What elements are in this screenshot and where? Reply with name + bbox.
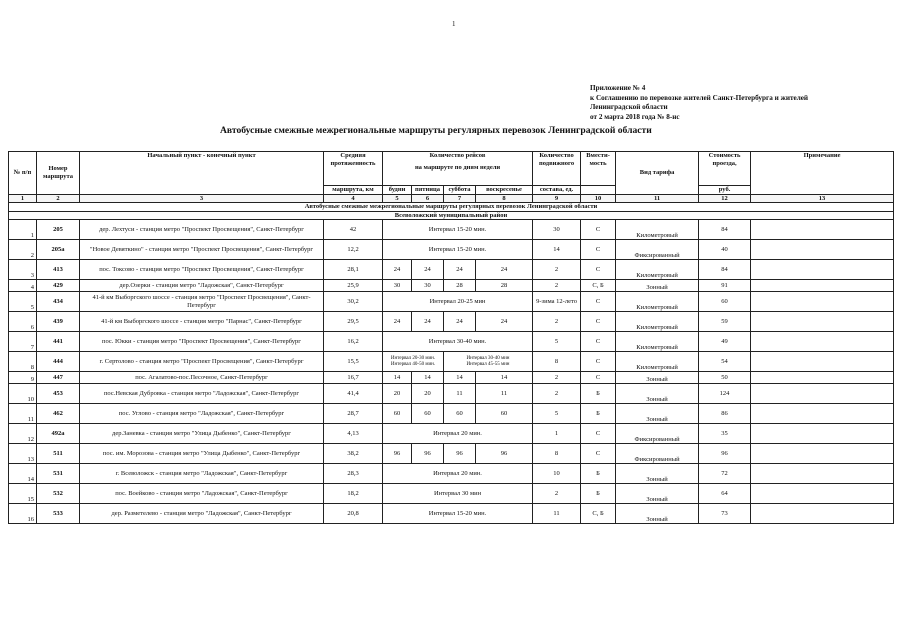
capacity-class: Б xyxy=(581,464,616,484)
region-row xyxy=(9,211,894,220)
vehicle-count: 2 xyxy=(533,280,581,292)
route-code: 532 xyxy=(37,484,80,504)
tariff-type: Зонный xyxy=(616,372,699,384)
trips-friday: 60 xyxy=(412,404,444,424)
trips-sunday: 60 xyxy=(476,404,533,424)
route-length: 18,2 xyxy=(324,484,383,504)
trips-saturday: 14 xyxy=(444,372,476,384)
route-endpoints: 41-й км Выборгского шоссе - станция метро "Проспект Просвещения", Санкт-Петербург xyxy=(80,292,324,312)
col-number: 2 xyxy=(37,194,80,203)
fare-price: 60 xyxy=(699,292,751,312)
page-number: 1 xyxy=(452,20,456,28)
trips-sunday: 14 xyxy=(476,372,533,384)
capacity-class: С xyxy=(581,332,616,352)
route-endpoints: дер.Заневка - станция метро "Улица Дыбенко", Санкт-Петербург xyxy=(80,424,324,444)
fare-price: 72 xyxy=(699,464,751,484)
route-code: 447 xyxy=(37,372,80,384)
row-number: 16 xyxy=(9,504,37,524)
route-endpoints: пос. Углово - станция метро "Ладожская", Санкт-Петербург xyxy=(80,404,324,424)
row-number: 9 xyxy=(9,372,37,384)
route-length: 28,7 xyxy=(324,404,383,424)
trips-weekday: 24 xyxy=(383,260,412,280)
route-endpoints: пос. Токсово - станция метро "Проспект Просвещения", Санкт-Петербург xyxy=(80,260,324,280)
route-endpoints: пос. Воейково - станция метро "Ладожская", Санкт-Петербург xyxy=(80,484,324,504)
fare-price: 73 xyxy=(699,504,751,524)
table-row xyxy=(9,292,894,312)
route-endpoints: г. Сертолово - станция метро "Проспект Просвещения", Санкт-Петербург xyxy=(80,352,324,372)
row-number: 10 xyxy=(9,384,37,404)
route-length: 38,2 xyxy=(324,444,383,464)
row-number: 15 xyxy=(9,484,37,504)
header-trips-top: Количество рейсов xyxy=(429,152,486,159)
row-number: 12 xyxy=(9,424,37,444)
header-length-unit: маршрута, км xyxy=(324,186,383,195)
table-row xyxy=(9,352,894,372)
capacity-class: С xyxy=(581,372,616,384)
route-length: 4,13 xyxy=(324,424,383,444)
trips-friday: 24 xyxy=(412,312,444,332)
trip-interval: Интервал 30-40 мин. xyxy=(383,332,533,352)
route-endpoints: пос. им. Морозова - станция метро "Улица Дыбенко", Санкт-Петербург xyxy=(80,444,324,464)
note-cell xyxy=(751,424,894,444)
trips-weekday: 96 xyxy=(383,444,412,464)
tariff-type: Километровый xyxy=(616,260,699,280)
table-row xyxy=(9,484,894,504)
row-number: 14 xyxy=(9,464,37,484)
route-length: 28,3 xyxy=(324,464,383,484)
trip-interval: Интервал 20 мин. xyxy=(383,464,533,484)
col-number: 7 xyxy=(444,194,476,203)
tariff-type: Зонный xyxy=(616,504,699,524)
capacity-class: С, Б xyxy=(581,504,616,524)
note-cell xyxy=(751,384,894,404)
trips-friday: 14 xyxy=(412,372,444,384)
trips-friday: 20 xyxy=(412,384,444,404)
fare-price: 59 xyxy=(699,312,751,332)
note-cell xyxy=(751,444,894,464)
route-code: 444 xyxy=(37,352,80,372)
route-length: 15,5 xyxy=(324,352,383,372)
route-code: 441 xyxy=(37,332,80,352)
tariff-type: Зонный xyxy=(616,484,699,504)
col-number: 11 xyxy=(616,194,699,203)
trips-sunday: 28 xyxy=(476,280,533,292)
trips-weekday: 30 xyxy=(383,280,412,292)
column-number-row xyxy=(9,194,894,203)
annex-line-3: Ленинградской области xyxy=(590,103,668,111)
trip-interval-line: Интервал 30-40 мин xyxy=(466,355,510,361)
table-row xyxy=(9,332,894,352)
vehicle-count: 10 xyxy=(533,464,581,484)
vehicle-count: 5 xyxy=(533,332,581,352)
trip-interval-weekend xyxy=(444,352,533,372)
header-friday: пятница xyxy=(412,186,444,195)
col-number: 12 xyxy=(699,194,751,203)
note-cell xyxy=(751,372,894,384)
table-row xyxy=(9,260,894,280)
header-note: Примечание xyxy=(751,152,894,195)
route-code: 434 xyxy=(37,292,80,312)
route-endpoints: пос.Невская Дубровка - станция метро "Ладожская", Санкт-Петербург xyxy=(80,384,324,404)
route-endpoints: 41-й км Выборгского шоссе - станция метро "Парнас", Санкт-Петербург xyxy=(80,312,324,332)
col-number: 8 xyxy=(476,194,533,203)
row-number: 1 xyxy=(9,220,37,240)
vehicle-count: 2 xyxy=(533,384,581,404)
col-number: 13 xyxy=(751,194,894,203)
header-tariff: Вид тарифа xyxy=(616,152,699,195)
vehicle-count: 2 xyxy=(533,484,581,504)
header-price-top: Стоимость проезда, xyxy=(708,152,741,167)
trips-sunday: 24 xyxy=(476,312,533,332)
row-number: 11 xyxy=(9,404,37,424)
route-code: 492а xyxy=(37,424,80,444)
route-length: 25,9 xyxy=(324,280,383,292)
tariff-type: Зонный xyxy=(616,404,699,424)
tariff-type: Фиксированный xyxy=(616,444,699,464)
note-cell xyxy=(751,404,894,424)
note-cell xyxy=(751,260,894,280)
trips-weekday: 24 xyxy=(383,312,412,332)
vehicle-count: 2 xyxy=(533,372,581,384)
note-cell xyxy=(751,504,894,524)
route-code: 413 xyxy=(37,260,80,280)
route-endpoints: пос. Агалатово-пос.Песочное, Санкт-Петербург xyxy=(80,372,324,384)
col-number: 3 xyxy=(80,194,324,203)
trip-interval: Интервал 30 мин xyxy=(383,484,533,504)
trips-friday: 30 xyxy=(412,280,444,292)
route-endpoints: дер. Лехтуси - станция метро "Проспект Просвещения", Санкт-Петербург xyxy=(80,220,324,240)
region-name: Всеволожский муниципальный район xyxy=(9,211,894,220)
col-number: 5 xyxy=(383,194,412,203)
capacity-class: С xyxy=(581,292,616,312)
trips-friday: 96 xyxy=(412,444,444,464)
row-number: 4 xyxy=(9,280,37,292)
vehicle-count: 1 xyxy=(533,424,581,444)
route-code: 439 xyxy=(37,312,80,332)
vehicle-count: 5 xyxy=(533,404,581,424)
note-cell xyxy=(751,220,894,240)
fare-price: 64 xyxy=(699,484,751,504)
tariff-type: Зонный xyxy=(616,384,699,404)
tariff-type: Зонный xyxy=(616,464,699,484)
fare-price: 91 xyxy=(699,280,751,292)
trips-saturday: 24 xyxy=(444,260,476,280)
tariff-type: Километровый xyxy=(616,332,699,352)
trips-weekday: 60 xyxy=(383,404,412,424)
annex-line-2: к Соглашению по перевозке жителей Санкт-Петербурга и жителей xyxy=(590,93,809,102)
tariff-type: Зонный xyxy=(616,280,699,292)
route-endpoints: пос. Юкки - станция метро "Проспект Просвещения", Санкт-Петербург xyxy=(80,332,324,352)
note-cell xyxy=(751,464,894,484)
route-endpoints: дер. Разметелево - станция метро "Ладожская", Санкт-Петербург xyxy=(80,504,324,524)
row-number: 13 xyxy=(9,444,37,464)
route-length: 12,2 xyxy=(324,240,383,260)
header-length-top: Средняя протяженность xyxy=(330,152,376,167)
tariff-type: Фиксированный xyxy=(616,424,699,444)
route-code: 205 xyxy=(37,220,80,240)
row-number: 3 xyxy=(9,260,37,280)
fare-price: 96 xyxy=(699,444,751,464)
trips-saturday: 28 xyxy=(444,280,476,292)
trips-saturday: 11 xyxy=(444,384,476,404)
table-row xyxy=(9,372,894,384)
header-units-top: Количество подвижного xyxy=(538,152,575,167)
route-code: 533 xyxy=(37,504,80,524)
trip-interval: Интервал 20 мин. xyxy=(383,424,533,444)
capacity-class: С xyxy=(581,240,616,260)
capacity-class: С xyxy=(581,220,616,240)
table-row xyxy=(9,464,894,484)
section-title: Автобусные смежные межрегиональные маршруты регулярных перевозок Ленинградской области xyxy=(9,203,894,212)
route-length: 20,8 xyxy=(324,504,383,524)
capacity-class: С xyxy=(581,312,616,332)
note-cell xyxy=(751,312,894,332)
trip-interval: Интервал 15-20 мин. xyxy=(383,240,533,260)
header-row xyxy=(9,152,894,186)
route-code: 205а xyxy=(37,240,80,260)
row-number: 5 xyxy=(9,292,37,312)
vehicle-count: 8 xyxy=(533,444,581,464)
note-cell xyxy=(751,352,894,372)
trip-interval: Интервал 15-20 мин. xyxy=(383,220,533,240)
route-code: 531 xyxy=(37,464,80,484)
table-row xyxy=(9,220,894,240)
routes-table xyxy=(8,151,894,524)
capacity-class: С xyxy=(581,352,616,372)
header-price xyxy=(699,152,751,186)
route-endpoints: г. Всеволожск - станция метро "Ладожская", Санкт-Петербург xyxy=(80,464,324,484)
header-price-unit: руб. xyxy=(699,186,751,195)
trips-saturday: 24 xyxy=(444,312,476,332)
col-number: 6 xyxy=(412,194,444,203)
fare-price: 35 xyxy=(699,424,751,444)
row-number: 2 xyxy=(9,240,37,260)
vehicle-count: 2 xyxy=(533,312,581,332)
document-title: Автобусные смежные межрегиональные маршруты регулярных перевозок Ленинградской области xyxy=(220,125,652,136)
trip-interval-line: Интервал 40-50 мин. xyxy=(390,361,436,367)
row-number: 8 xyxy=(9,352,37,372)
fare-price: 50 xyxy=(699,372,751,384)
annex-line-4: от 2 марта 2018 года № 8-нс xyxy=(590,112,680,121)
trips-weekday: 20 xyxy=(383,384,412,404)
fare-price: 49 xyxy=(699,332,751,352)
vehicle-count: 30 xyxy=(533,220,581,240)
header-saturday: суббота xyxy=(444,186,476,195)
tariff-type: Километровый xyxy=(616,292,699,312)
route-length: 16,2 xyxy=(324,332,383,352)
table-row xyxy=(9,444,894,464)
capacity-class: С xyxy=(581,444,616,464)
route-code: 429 xyxy=(37,280,80,292)
header-trips-sub: на маршруте по дням недели xyxy=(414,163,501,171)
route-length: 42 xyxy=(324,220,383,240)
vehicle-count: 2 xyxy=(533,260,581,280)
trips-saturday: 96 xyxy=(444,444,476,464)
route-endpoints: "Новое Девяткино" - станция метро "Проспект Просвещения", Санкт-Петербург xyxy=(80,240,324,260)
tariff-type: Километровый xyxy=(616,312,699,332)
route-endpoints: дер.Озерки - станция метро "Ладожская", Санкт-Петербург xyxy=(80,280,324,292)
vehicle-count: 14 xyxy=(533,240,581,260)
tariff-type: Фиксированный xyxy=(616,240,699,260)
header-length xyxy=(324,152,383,186)
header-capacity: Вмести- мость xyxy=(581,152,616,186)
col-number: 4 xyxy=(324,194,383,203)
header-number: № п/п xyxy=(9,152,37,195)
trips-saturday: 60 xyxy=(444,404,476,424)
vehicle-count: 9-зима 12-лето xyxy=(533,292,581,312)
route-length: 16,7 xyxy=(324,372,383,384)
route-length: 30,2 xyxy=(324,292,383,312)
header-endpoints: Начальный пункт - конечный пункт xyxy=(80,152,324,195)
trips-friday: 24 xyxy=(412,260,444,280)
header-sunday: воскресенье xyxy=(476,186,533,195)
route-code: 462 xyxy=(37,404,80,424)
route-code: 453 xyxy=(37,384,80,404)
capacity-class: С, Б xyxy=(581,280,616,292)
table-row xyxy=(9,384,894,404)
note-cell xyxy=(751,332,894,352)
table-row xyxy=(9,424,894,444)
table-row xyxy=(9,504,894,524)
route-code: 511 xyxy=(37,444,80,464)
fare-price: 84 xyxy=(699,260,751,280)
section-title-row xyxy=(9,203,894,212)
annex-line-1: Приложение № 4 xyxy=(590,84,646,92)
capacity-class: Б xyxy=(581,484,616,504)
row-number: 6 xyxy=(9,312,37,332)
trip-interval: Интервал 20-25 мин xyxy=(383,292,533,312)
header-trips xyxy=(383,152,533,186)
trips-weekday: 14 xyxy=(383,372,412,384)
fare-price: 40 xyxy=(699,240,751,260)
header-units-unit: состава, ед. xyxy=(533,186,581,195)
capacity-class: Б xyxy=(581,384,616,404)
header-weekday: будни xyxy=(383,186,412,195)
table-row xyxy=(9,240,894,260)
tariff-type: Километровый xyxy=(616,220,699,240)
route-length: 41,4 xyxy=(324,384,383,404)
col-number: 9 xyxy=(533,194,581,203)
note-cell xyxy=(751,280,894,292)
note-cell xyxy=(751,484,894,504)
annex-header xyxy=(590,84,808,122)
capacity-class: Б xyxy=(581,404,616,424)
fare-price: 54 xyxy=(699,352,751,372)
fare-price: 86 xyxy=(699,404,751,424)
routes-body xyxy=(9,220,894,524)
trips-sunday: 11 xyxy=(476,384,533,404)
header-route-code: Номер маршрута xyxy=(37,152,80,195)
trips-sunday: 24 xyxy=(476,260,533,280)
route-length: 28,1 xyxy=(324,260,383,280)
trip-interval: Интервал 15-20 мин. xyxy=(383,504,533,524)
trip-interval-weekday xyxy=(383,352,444,372)
vehicle-count: 8 xyxy=(533,352,581,372)
capacity-class: С xyxy=(581,424,616,444)
trip-interval-line: Интервал 20-30 мин. xyxy=(390,355,436,361)
trips-sunday: 96 xyxy=(476,444,533,464)
tariff-type: Километровый xyxy=(616,352,699,372)
fare-price: 84 xyxy=(699,220,751,240)
fare-price: 124 xyxy=(699,384,751,404)
route-length: 29,5 xyxy=(324,312,383,332)
header-units xyxy=(533,152,581,186)
note-cell xyxy=(751,292,894,312)
trip-interval-line: Интервал 45-55 мин xyxy=(466,361,510,367)
col-number: 10 xyxy=(581,194,616,203)
table-row xyxy=(9,312,894,332)
col-number: 1 xyxy=(9,194,37,203)
vehicle-count: 11 xyxy=(533,504,581,524)
row-number: 7 xyxy=(9,332,37,352)
header-capacity-blank xyxy=(581,186,616,195)
note-cell xyxy=(751,240,894,260)
capacity-class: С xyxy=(581,260,616,280)
table-row xyxy=(9,280,894,292)
table-row xyxy=(9,404,894,424)
